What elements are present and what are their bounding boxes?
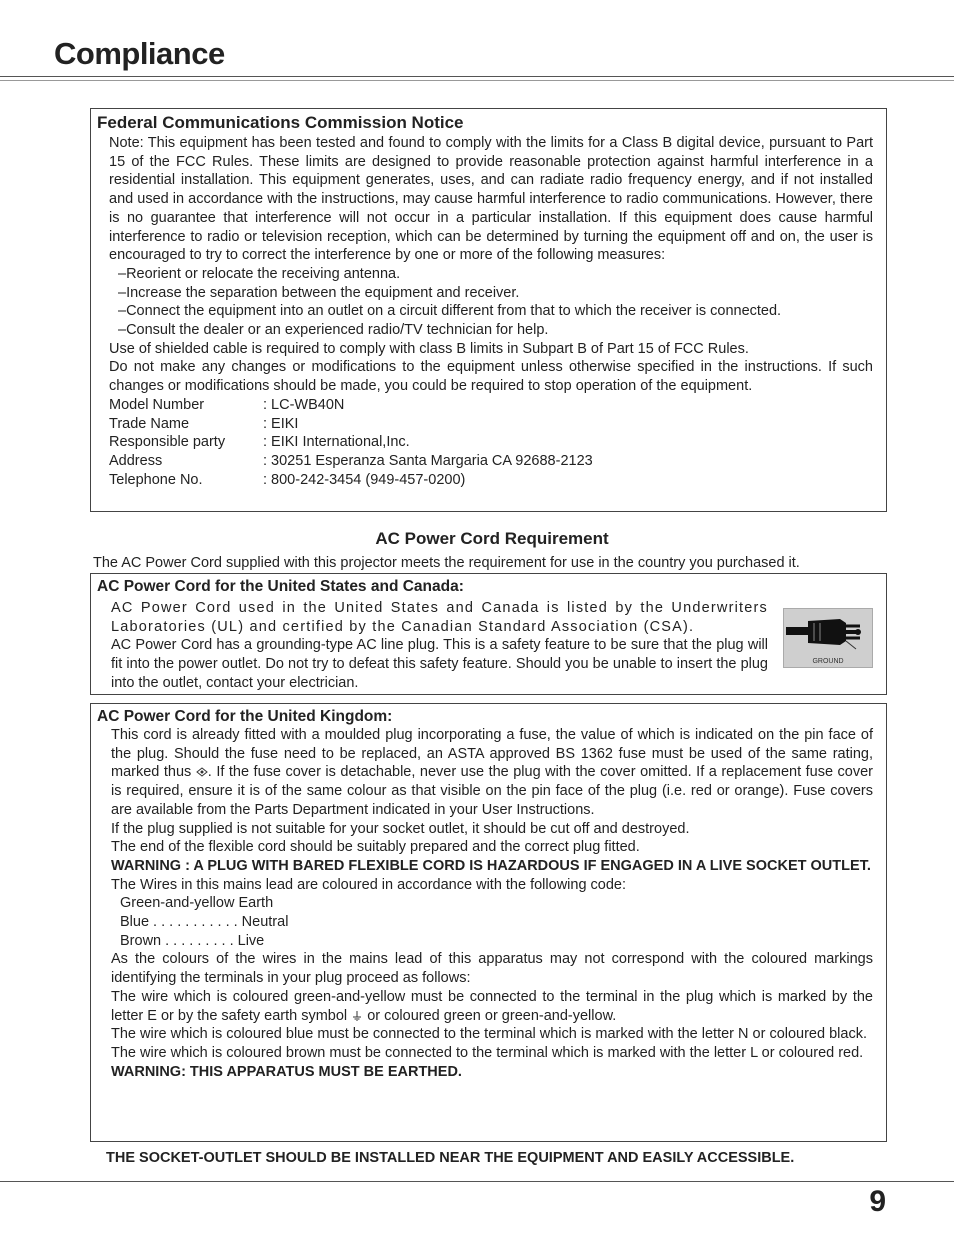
fcc-measure: –Reorient or relocate the receiving antenna. (118, 265, 401, 282)
uk-p5a: The wire which is coloured green-and-yellow must be connected to the terminal in the plug which is marked by the letter E or by the safety earth symbol (111, 988, 873, 1024)
uk-body (111, 726, 873, 1081)
us-canada-p1: AC Power Cord used in the United States and Canada is listed by the Underwriters Laboratories (UL) and certified by the Canadian Standard Association (CSA). (111, 600, 768, 635)
page-title: Compliance (54, 36, 225, 71)
header-rule-thin (0, 80, 954, 81)
header-rule (0, 76, 954, 77)
fcc-notice-box (90, 108, 887, 512)
uk-p2: If the plug supplied is not suitable for your socket outlet, it should be cut off and destroyed. (111, 820, 690, 837)
fcc-notice-body (109, 134, 873, 489)
detail-label: Trade Name (109, 415, 190, 432)
ground-label: GROUND (812, 658, 844, 665)
detail-row (109, 452, 873, 471)
detail-label: Model Number (109, 396, 205, 413)
uk-p4: As the colours of the wires in the mains lead of this apparatus may not correspond with the coloured markings identifying the terminals in your plug proceed as follows: (111, 951, 873, 987)
detail-value: : 800-242-3454 (949-457-0200) (263, 471, 466, 488)
fcc-note: Note: This equipment has been tested and found to comply with the limits for a Class B digital device, pursuant to Part 15 of the FCC Rules. These limits are designed to provide reasonable protection against harmful interference in a residential installation. This equipment generates, uses, and can radiate radio frequency energy, and if not installed and used in accordance with the instructions, may cause harmful interference to radio communications. However, there is no guarantee that interference will not occur in a particular installation. If this equipment does cause harmful interference to radio or television reception, which can be determined by turning the equipment off and on, the user is encouraged to try to correct the interference by one or more of the following measures: (109, 135, 873, 264)
detail-label: Telephone No. (109, 471, 203, 488)
detail-label: Address (109, 452, 163, 469)
fcc-notice-title: Federal Communications Commission Notice (97, 113, 464, 132)
us-canada-box (90, 573, 887, 695)
uk-p3: The end of the flexible cord should be suitably prepared and the correct plug fitted. (111, 839, 640, 856)
fcc-measure: –Consult the dealer or an experienced radio/TV technician for help. (118, 322, 549, 339)
earth-symbol-icon (351, 1011, 363, 1021)
uk-title: AC Power Cord for the United Kingdom: (97, 708, 393, 725)
ac-section-title: AC Power Cord Requirement (375, 529, 609, 548)
uk-p7: The wire which is coloured brown must be connected to the terminal which is marked with the letter L or coloured red. (111, 1044, 864, 1061)
fcc-measure: –Increase the separation between the equipment and receiver. (118, 284, 520, 301)
fcc-shielded: Use of shielded cable is required to comply with class B limits in Subpart B of Part 15 of FCC Rules. (109, 340, 749, 357)
detail-value: : LC-WB40N (263, 396, 345, 413)
detail-value: : EIKI (263, 415, 299, 432)
detail-label: Responsible party (109, 434, 226, 451)
uk-p1 (111, 726, 873, 820)
uk-warning-earthed: WARNING: THIS APPARATUS MUST BE EARTHED. (111, 1063, 462, 1080)
detail-row (109, 396, 873, 415)
uk-p1a: This cord is already fitted with a moulded plug incorporating a fuse, the value of which is indicated on the pin face of the plug. Should the fuse need to be replaced, an ASTA approved BS 1362 fuse must be used of the same rating, marked thus (111, 727, 873, 781)
ac-section-intro: The AC Power Cord supplied with this projector meets the requirement for use in the country you purchased it. (93, 555, 800, 571)
asta-symbol-icon (196, 767, 208, 777)
uk-warning-plug: WARNING : A PLUG WITH BARED FLEXIBLE CORD IS HAZARDOUS IF ENGAGED IN A LIVE SOCKET OUTLET. (111, 857, 871, 874)
grounding-plug-image (783, 608, 873, 668)
wire-code: Blue . . . . . . . . . . . Neutral (120, 914, 289, 931)
wire-code: Brown . . . . . . . . . Live (120, 932, 265, 949)
detail-row (109, 415, 873, 434)
us-canada-p2: AC Power Cord has a grounding-type AC line plug. This is a safety feature to be sure that the plug will fit into the power outlet. Do not try to defeat this safety feature. Should you be unable to insert the plug into the outlet, contact your electrician. (111, 637, 768, 691)
uk-wires-intro: The Wires in this mains lead are coloured in accordance with the following code: (111, 876, 627, 893)
fcc-measure: –Connect the equipment into an outlet on a circuit different from that to which the receiver is connected. (118, 303, 782, 320)
uk-p1b: . If the fuse cover is detachable, never use the plug with the cover omitted. If a replacement fuse cover is required, ensure it is of the same colour as that visible on the pin face of the plug (i.e. red or orange). Fuse covers are available from the Parts Department indicated in your User Instructions. (111, 764, 873, 818)
socket-outlet-note: THE SOCKET-OUTLET SHOULD BE INSTALLED NEAR THE EQUIPMENT AND EASILY ACCESSIBLE. (106, 1150, 795, 1166)
detail-value: : 30251 Esperanza Santa Margaria CA 92688-2123 (263, 452, 593, 469)
fcc-changes: Do not make any changes or modifications to the equipment unless otherwise specified in the instructions. If such changes or modifications should be made, you could be required to stop operation of the equipment. (109, 359, 873, 395)
detail-row (109, 433, 873, 452)
plug-icon (784, 609, 872, 655)
page-number: 9 (869, 1185, 886, 1218)
us-canada-title: AC Power Cord for the United States and Canada: (97, 578, 464, 595)
uk-box (90, 703, 887, 1142)
uk-p5b: or coloured green or green-and-yellow. (363, 1007, 617, 1024)
wire-code: Green-and-yellow Earth (120, 895, 274, 912)
uk-p6: The wire which is coloured blue must be connected to the terminal which is marked with the letter N or coloured black. (111, 1026, 867, 1043)
detail-row (109, 471, 873, 490)
footer-rule (0, 1181, 954, 1182)
us-canada-body (111, 599, 768, 693)
detail-value: : EIKI International,Inc. (263, 434, 410, 451)
uk-p5 (111, 988, 873, 1025)
